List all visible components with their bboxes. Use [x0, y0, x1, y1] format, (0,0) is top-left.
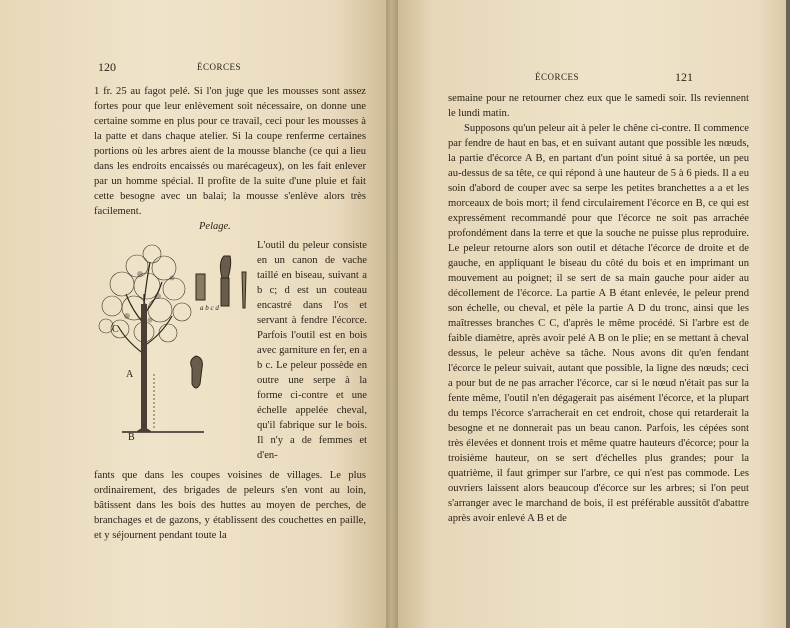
left-paragraph-bottom-text: fants que dans les coupes voisines de villages. Le plus ordinairement, des brigades de peleurs s'en vont au loin, bâtissent dans les bois des huttes au moyen de perches, de branchages et de gazons, y établissent des couchettes en paille, et y séjournent pendant toute la [94, 470, 366, 541]
right-paragraph-2: Supposons qu'un peleur ait à peler le chêne ci-contre. Il commence par fendre de haut en bas, et en suivant autant que possible les nœuds, la partie d'écorce A B, en partant d'un point situé à sa portée, un peu au-dessus de sa tête, ce qui répond à une hauteur de 5 à 6 pieds. Il a eu soin d'abord de couper avec sa serpe les petites branchettes a a et les morceaux de bois mort; il fend circulairement l'écorce en B, ce qui est expressément recommandé pour que l'écorce ne soit pas arrachée profondément dans la terre et que la souche ne puisse plus reproduire. Le peleur retourne alors son outil et détache l'écorce de droite et de gauche, en appliquant le biseau du côté du bois et en imprimant un mouvement au poignet; il se sert de sa main gauche pour aider au décollement de l'écorce. La partie A B étant enlevée, le peleur prend son échelle, ou cheval, et pèle la partie A D du tronc, ainsi que les maîtresses branches C C, d'après le même procédé. Si l'arbre est de faible diamètre, après avoir pelé A B on le plie; en se mettant à cheval dessus, le peleur achève sa tâche. Nous avons dit qu'en fendant l'écorce le peleur suivait, autant que possible, la ligne des nœuds; ceci a pour but de ne pas arracher l'écorce, car si le nœud n'était pas sur la fente même, l'outil n'en dégagerait pas aisément l'écorce, et la plupart du temps l'écorce s'arracherait en cet endroit, chose qui retarderait la besogne et ne donnerait pas un beau canon. Parfois, les cépées sont très élevées et donnent trois et même quatre hauteurs d'écorce; pour la troisième hauteur, on se sert d'échelles plus grandes; pour la quatrième, il faut grimper sur l'arbre, ce qui n'est pas commode. Les ouvriers laissent alors beaucoup d'écorce sur les arbres; si l'on peut s'arranger avec le marchand de bois, il est préférable aussitôt d'abattre après avoir enlevé A B et de [448, 123, 749, 524]
book-gutter [386, 0, 398, 628]
left-paragraph-top-text: 1 fr. 25 au fagot pelé. Si l'on juge que les mousses sont assez fortes pour que leur enlèvement soit nécessaire, on donne une certaine somme en plus pour ce travail, ceci pour les mousses à la patte et dans chaque atelier. Si la coupe renferme certaines portions où les arbres aient de la mousse blanche (ce qui a lieu dans les endroits encaissés ou marécageux), on les fait enlever par un homme spécial. Il profite de la suite d'une pluie et fait cette besogne avec un balai; la mousse s'enlève alors très facilement. [94, 86, 366, 217]
right-page-header [392, 68, 790, 84]
right-paragraph-1: semaine pour ne retourner chez eux que le samedi soir. Ils reviennent le lundi matin. [448, 93, 749, 119]
tool-labels: a b c d [200, 304, 219, 312]
right-body-text [448, 91, 749, 526]
page-edge [786, 0, 790, 628]
left-page-number: 120 [98, 60, 116, 74]
left-paragraph-bottom [94, 468, 366, 543]
tree-illustration [92, 234, 252, 456]
left-paragraph-top [94, 84, 366, 219]
tree-drawing [92, 234, 252, 456]
left-paragraph-side-text: L'outil du peleur consiste en un canon de vache taillé en biseau, suivant a b c; d est un couteau encastré dans l'os et servant à fendre l'écorce. Parfois l'outil est en bois avec garniture en fer, en a b c. Le peleur possède en outre une serpe à la forme ci-contre et une échelle appelée cheval, qu'il fabrique sur le bois. Il n'y a de femmes et d'en- [257, 240, 367, 461]
figure-label-c: C [112, 324, 119, 335]
figure-caption: Pelage. [199, 221, 231, 232]
left-running-head: ÉCORCES [197, 62, 242, 72]
figure-label-a: A [126, 369, 134, 380]
left-page [0, 0, 392, 628]
left-page-header [0, 60, 392, 76]
right-page-number: 121 [675, 70, 693, 84]
figure-label-b: B [128, 432, 135, 443]
right-page [392, 0, 790, 628]
left-paragraph-side [257, 238, 367, 463]
right-running-head: ÉCORCES [535, 72, 580, 82]
